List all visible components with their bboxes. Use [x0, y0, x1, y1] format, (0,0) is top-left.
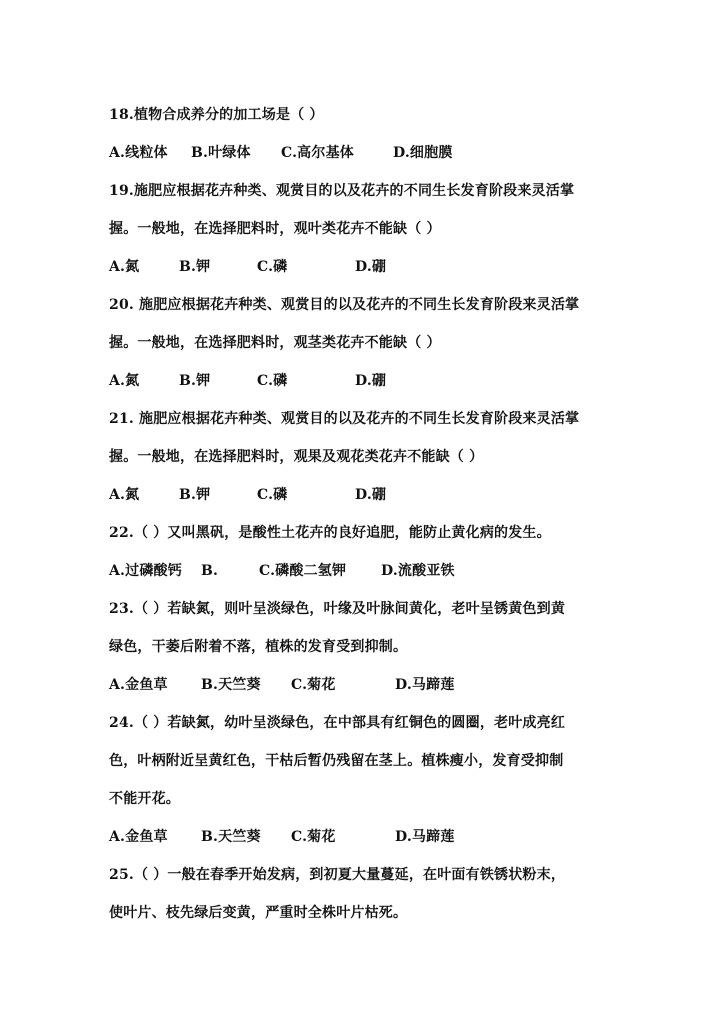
question-24-option-a: A.金鱼草	[109, 829, 168, 845]
question-18-stem-line-1: 18.植物合成养分的加工场是（ ）	[109, 107, 324, 123]
question-20-option-c: C.磷	[257, 373, 288, 389]
question-25-stem-line-2: 使叶片、枝先绿后变黄，严重时全株叶片枯死。	[109, 905, 408, 921]
question-22-option-c: C.磷酸二氢钾	[259, 563, 347, 579]
question-21-option-c: C.磷	[257, 487, 288, 503]
question-24-option-d: D.马蹄莲	[395, 829, 455, 845]
question-22-option-a: A.过磷酸钙	[109, 563, 182, 579]
question-25-stem-line-1: 25.（ ）一般在春季开始发病，到初夏大量蔓延，在叶面有铁锈状粉末，	[109, 867, 566, 883]
question-21-option-a: A.氮	[109, 487, 140, 503]
question-23-option-d: D.马蹄莲	[395, 677, 455, 693]
question-23-option-c: C.菊花	[291, 677, 336, 693]
question-21-option-d: D.硼	[355, 487, 387, 503]
question-21-stem-line-1: 21. 施肥应根据花卉种类、观赏目的以及花卉的不同生长发育阶段来灵活掌	[109, 411, 580, 427]
question-23-stem-line-1: 23.（ ）若缺氮，则叶呈淡绿色，叶缘及叶脉间黄化，老叶呈锈黄色到黄	[109, 601, 566, 617]
question-21-stem-line-2: 握。一般地，在选择肥料时，观果及观花类花卉不能缺（ ）	[109, 449, 484, 465]
question-24-stem-line-3: 不能开花。	[109, 791, 180, 807]
question-20-stem-line-1: 20. 施肥应根据花卉种类、观赏目的以及花卉的不同生长发育阶段来灵活掌	[109, 297, 580, 313]
question-19-option-d: D.硼	[355, 259, 387, 275]
question-18-option-a: A.线粒体	[109, 145, 168, 161]
question-20-option-a: A.氮	[109, 373, 140, 389]
question-20-option-b: B.钾	[179, 373, 211, 389]
question-21-option-b: B.钾	[179, 487, 211, 503]
question-20-option-d: D.硼	[355, 373, 387, 389]
question-23-option-a: A.金鱼草	[109, 677, 168, 693]
question-24-option-c: C.菊花	[291, 829, 336, 845]
question-22-option-b: B.	[201, 563, 219, 579]
question-20-stem-line-2: 握。一般地，在选择肥料时，观茎类花卉不能缺（ ）	[109, 335, 441, 351]
question-24-stem-line-2: 色，叶柄附近呈黄红色，干枯后暂仍残留在茎上。植株瘦小，发育受抑制	[109, 753, 564, 769]
question-23-option-b: B.天竺葵	[201, 677, 261, 693]
question-24-stem-line-1: 24.（ ）若缺氮，幼叶呈淡绿色，在中部具有红铜色的圆圈，老叶成亮红	[109, 715, 566, 731]
question-22-option-d: D.流酸亚铁	[381, 563, 455, 579]
question-24-option-b: B.天竺葵	[201, 829, 261, 845]
question-22-stem-line-1: 22.（ ）又叫黑矾，是酸性土花卉的良好追肥，能防止黄化病的发生。	[109, 525, 551, 541]
question-19-option-a: A.氮	[109, 259, 140, 275]
question-19-option-c: C.磷	[257, 259, 288, 275]
question-18-option-b: B.叶绿体	[191, 145, 251, 161]
question-19-option-b: B.钾	[179, 259, 211, 275]
question-19-stem-line-1: 19.施肥应根据花卉种类、观赏目的以及花卉的不同生长发育阶段来灵活掌	[109, 183, 575, 199]
question-18-option-c: C.高尔基体	[281, 145, 354, 161]
question-18-option-d: D.细胞膜	[393, 145, 453, 161]
question-19-stem-line-2: 握。一般地，在选择肥料时，观叶类花卉不能缺（ ）	[109, 221, 441, 237]
question-23-stem-line-2: 绿色，干萎后附着不落，植株的发育受到抑制。	[109, 639, 408, 655]
